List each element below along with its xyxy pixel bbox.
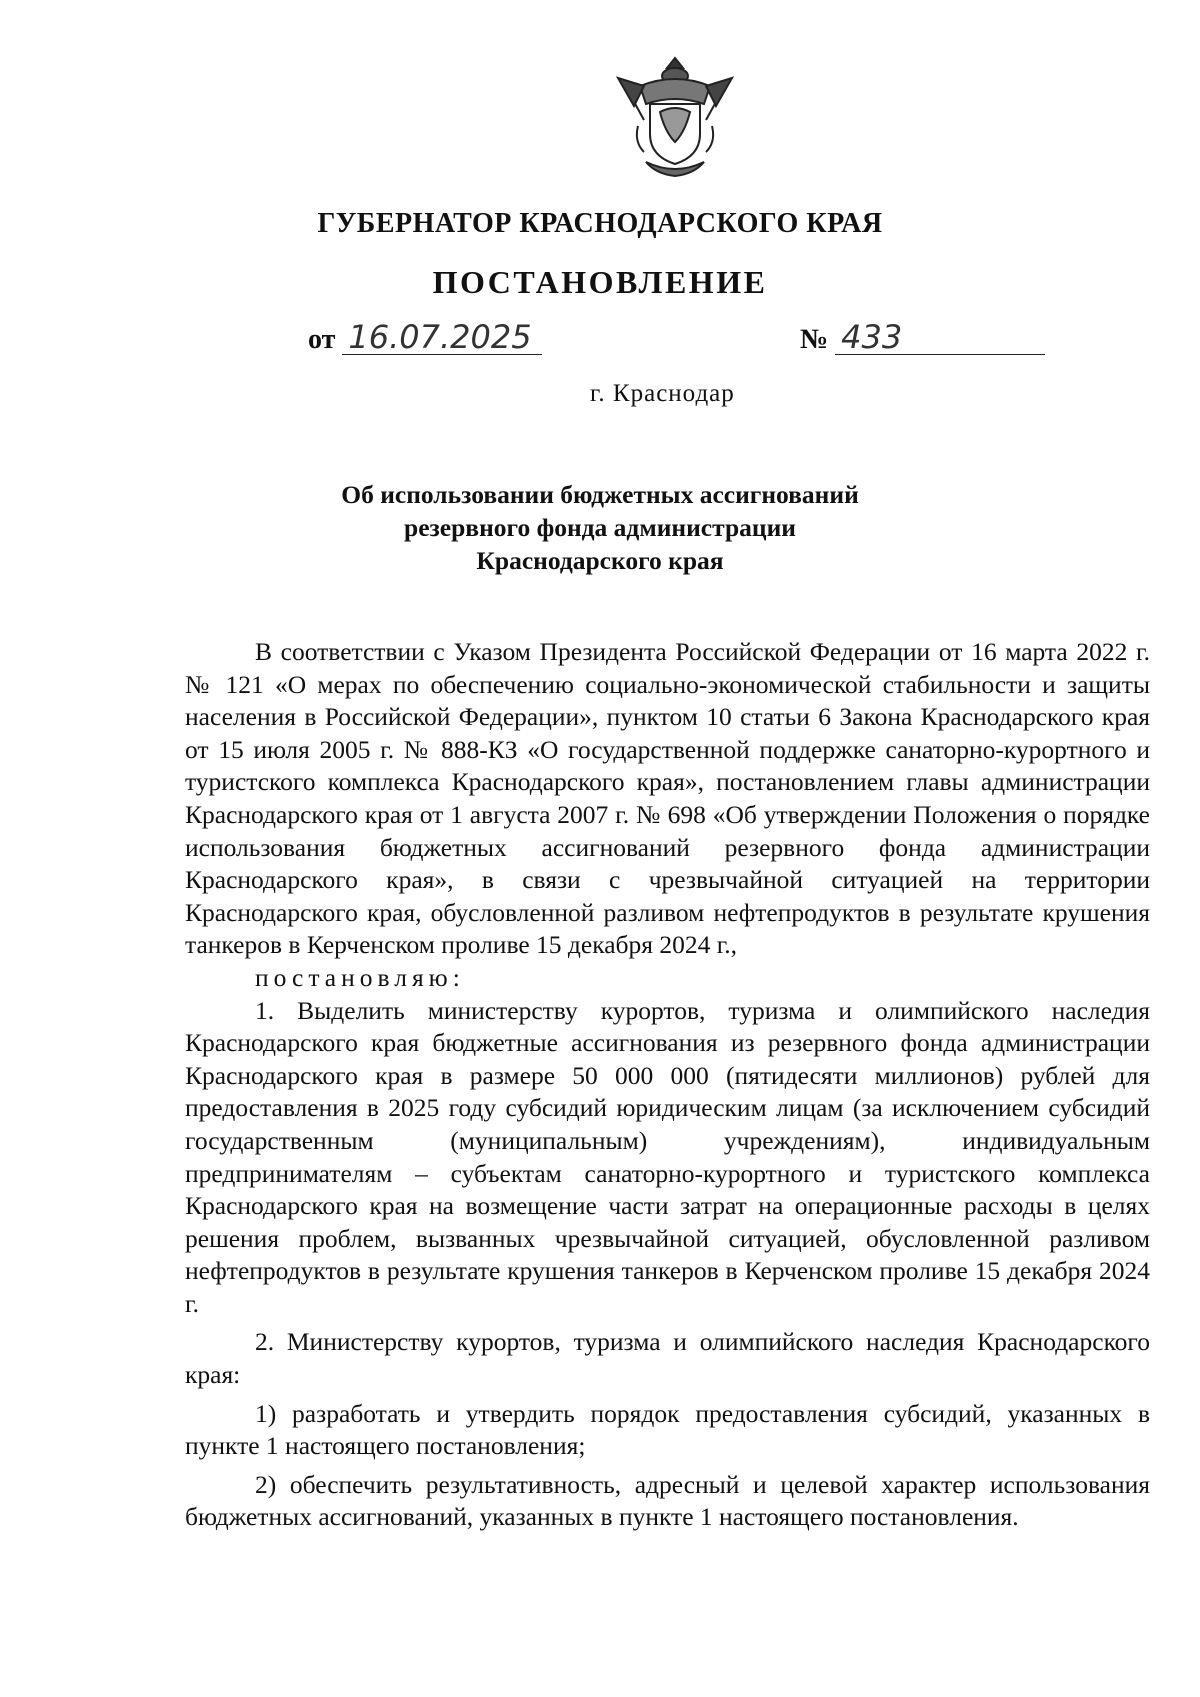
preamble-paragraph: В соответствии с Указом Президента Российской Федерации от 16 марта 2022 г. № 121 «О мерах по обеспечению социально-экономической стабильности и защиты населения в Российской Федерации», пунктом 10 статьи 6 Закона Краснодарского края от 15 июля 2005 г. № 888-КЗ «О государственной поддержке санаторно-курортного и туристского комплекса Краснодарского края», постановлением главы администрации Краснодарского края от 1 августа 2007 г. № 698 «Об утверждении Положения о порядке использования бюджетных ассигнований резервного фонда администрации Краснодарского края», в связи с чрезвычайной ситуацией на территории Краснодарского края, обусловленной разливом нефтепродуктов в результате крушения танкеров в Керченском проливе 15 декабря 2024 г.,: [185, 637, 1150, 960]
coat-of-arms-icon: [610, 52, 740, 182]
item-1-paragraph: 1. Выделить министерству курортов, туризма и олимпийского наследия Краснодарского края бюджетные ассигнования из резервного фонда администрации Краснодарского края в размере 50 000 000 (пятидесяти миллионов) рублей для предоставления в 2025 году субсидий юридическим лицам (за исключением субсидий государственным (муниципальным) учреждениям), индивидуальным предпринимателям – субъектам санаторно-курортного и туристского комплекса Краснодарского края на возмещение части затрат на операционные расходы в целях решения проблем, вызванных чрезвычайной ситуацией, обусловленной разливом нефтепродуктов в результате крушения танкеров в Керченском проливе 15 декабря 2024 г.: [185, 995, 1150, 1318]
item-2-paragraph: 2. Министерству курортов, туризма и олимпийского наследия Краснодарского края:: [185, 1327, 1150, 1390]
document-subject: [0, 478, 1200, 577]
city: г. Краснодар: [590, 380, 735, 407]
document-body: [185, 636, 1150, 1534]
item-2-2-paragraph: 2) обеспечить результативность, адресный и целевой характер использования бюджетных ассигнований, указанных в пункте 1 настоящего постановления.: [185, 1469, 1150, 1532]
issuing-authority: ГУБЕРНАТОР КРАСНОДАРСКОГО КРАЯ: [317, 208, 883, 239]
item-2-1-paragraph: 1) разработать и утвердить порядок предоставления субсидий, указанных в пункте 1 настоящего постановления;: [185, 1398, 1150, 1461]
number-prefix: №: [800, 324, 829, 355]
decree-word: постановляю:: [255, 962, 465, 992]
date-prefix: от: [308, 324, 336, 355]
subject-line: Об использовании бюджетных ассигнований: [341, 480, 859, 509]
subject-line: резервного фонда администрации: [404, 513, 796, 542]
number-value: 433: [835, 320, 1045, 355]
document-number: [800, 320, 1045, 356]
document-date: [308, 320, 542, 356]
subject-line: Краснодарского края: [476, 546, 724, 575]
document-type: ПОСТАНОВЛЕНИЕ: [432, 264, 768, 300]
date-value: 16.07.2025: [342, 320, 542, 355]
